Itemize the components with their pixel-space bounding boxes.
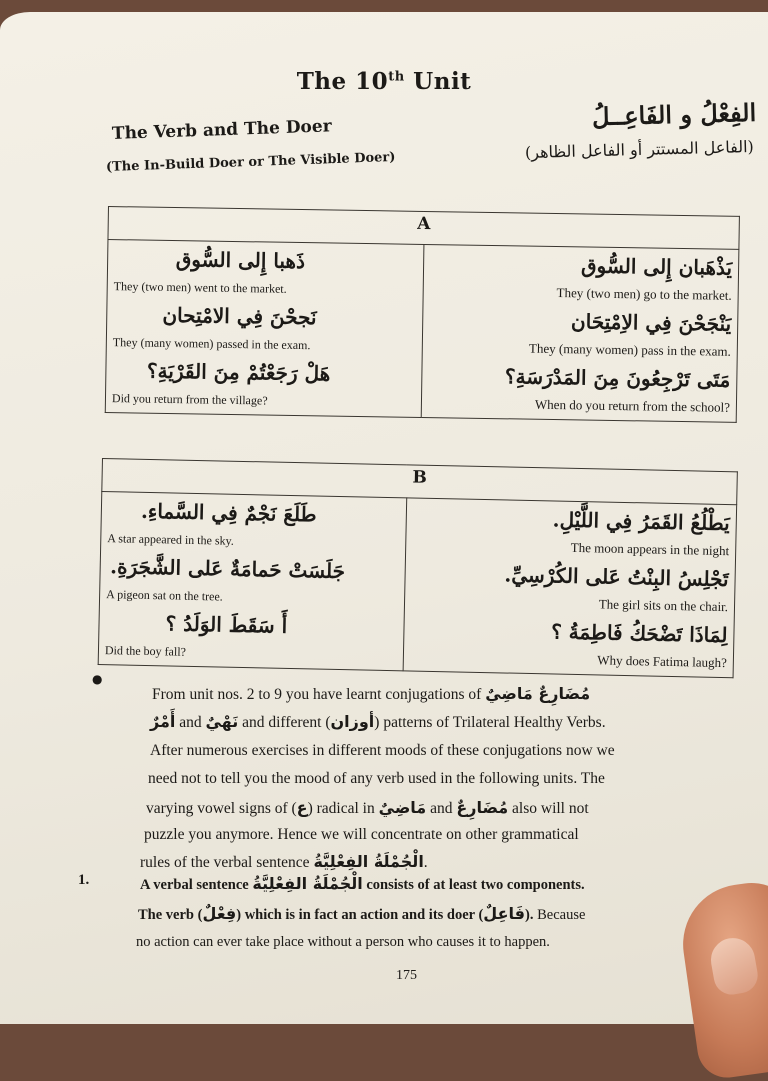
section-subheading-ar: (الفاعل المستتر أو الفاعل الظاهر) <box>524 137 755 162</box>
example-ar: مَتَى تَرْجِعُونَ مِنَ المَدْرَسَةِ؟ <box>504 364 731 392</box>
example-en: Did you return from the village? <box>111 391 268 408</box>
example-en: The moon appears in the night <box>570 539 730 559</box>
example-ar: تَجْلِسُ البِنْتُ عَلى الكُرْسِيِّ. <box>504 562 729 592</box>
table-a-right-column <box>421 244 739 422</box>
paragraph-line: puzzle you anymore. Hence we will concentrate on other grammatical <box>144 826 579 843</box>
example-ar: لِمَاذَا تَضْحَكُ فَاطِمَةُ ؟ <box>550 619 728 648</box>
example-ar: هَلْ رَجَعْتُمْ مِنَ القَرْيَةِ؟ <box>146 358 331 386</box>
section-heading-ar: الفِعْلُ و الفَاعِــلُ <box>591 97 757 132</box>
example-ar: يَطْلُعُ القَمَرُ فِي اللَّيْلِ. <box>552 507 731 536</box>
paragraph-line: A verbal sentence الْجُمْلَةُ الفِعْلِيَّةُ consists of at least two components. <box>140 874 585 893</box>
example-en: They (many women) passed in the exam. <box>112 335 311 353</box>
example-table-b <box>98 458 738 678</box>
table-b-left-column <box>98 492 406 671</box>
example-en: Why does Fatima laugh? <box>597 652 728 671</box>
example-ar: طَلَعَ نَجْمٌ فِي السَّماءِ. <box>140 498 317 527</box>
example-ar: ذَهبا إِلى السُّوق <box>175 247 306 274</box>
bullet-icon: ● <box>92 672 103 686</box>
table-a-left-column <box>105 240 423 418</box>
example-en: A pigeon sat on the tree. <box>106 587 223 604</box>
section-subheading-en: (The In-Build Doer or The Visible Doer) <box>105 149 396 175</box>
example-ar: أَ سَقَطَ الوَلَدُ ؟ <box>165 611 288 638</box>
example-en: They (two men) went to the market. <box>113 279 287 296</box>
example-en: A star appeared in the sky. <box>107 531 234 548</box>
example-table-a <box>105 206 740 423</box>
paragraph-line: no action can ever take place without a person who causes it to happen. <box>136 934 550 950</box>
paragraph-line: After numerous exercises in different moods of these conjugations now we <box>150 742 615 759</box>
paragraph-line: The verb (فِعْلٌ) which is in fact an action and its doer (فَاعِلٌ). Because <box>138 904 586 923</box>
example-ar: يَذْهَبان إِلى السُّوق <box>580 253 733 280</box>
paragraph-line: need not to tell you the mood of any verb used in the following units. The <box>148 770 605 787</box>
paragraph-line: From unit nos. 2 to 9 you have learnt conjugations of مُضَارِعٌ مَاضِيٌ <box>152 684 591 703</box>
paragraph-line: rules of the verbal sentence الْجُمْلَةُ الفِعْلِيَّةُ. <box>140 852 428 871</box>
table-b-right-column <box>403 498 737 678</box>
page-number: 175 <box>396 968 417 983</box>
example-ar: نَجحْنَ فِي الامْتِحان <box>162 302 317 330</box>
example-ar: يَنْجَحْنَ فِي الاِمْتِحَان <box>570 309 732 336</box>
table-b-heading: B <box>102 459 738 505</box>
table-a-heading: A <box>108 207 739 250</box>
example-en: The girl sits on the chair. <box>598 596 729 615</box>
unit-title: The 10th Unit <box>296 68 472 95</box>
point-number: 1. <box>78 872 90 888</box>
example-en: They (two men) go to the market. <box>556 285 732 303</box>
section-heading-en: The Verb and The Doer <box>111 116 332 144</box>
example-en: When do you return from the school? <box>534 396 731 415</box>
example-en: Did the boy fall? <box>104 643 187 659</box>
example-ar: جَلَسَتْ حَمامَةٌ عَلى الشَّجَرَةِ. <box>109 554 346 584</box>
paragraph-line: varying vowel signs of (ع) radical in مَاضِيٌ and مُضَارِعٌ also will not <box>146 798 589 817</box>
paragraph-line: أَمْرٌ and نَهْيٌ and different (أوزان) patterns of Trilateral Healthy Verbs. <box>150 712 606 731</box>
example-en: They (many women) pass in the exam. <box>528 340 731 359</box>
